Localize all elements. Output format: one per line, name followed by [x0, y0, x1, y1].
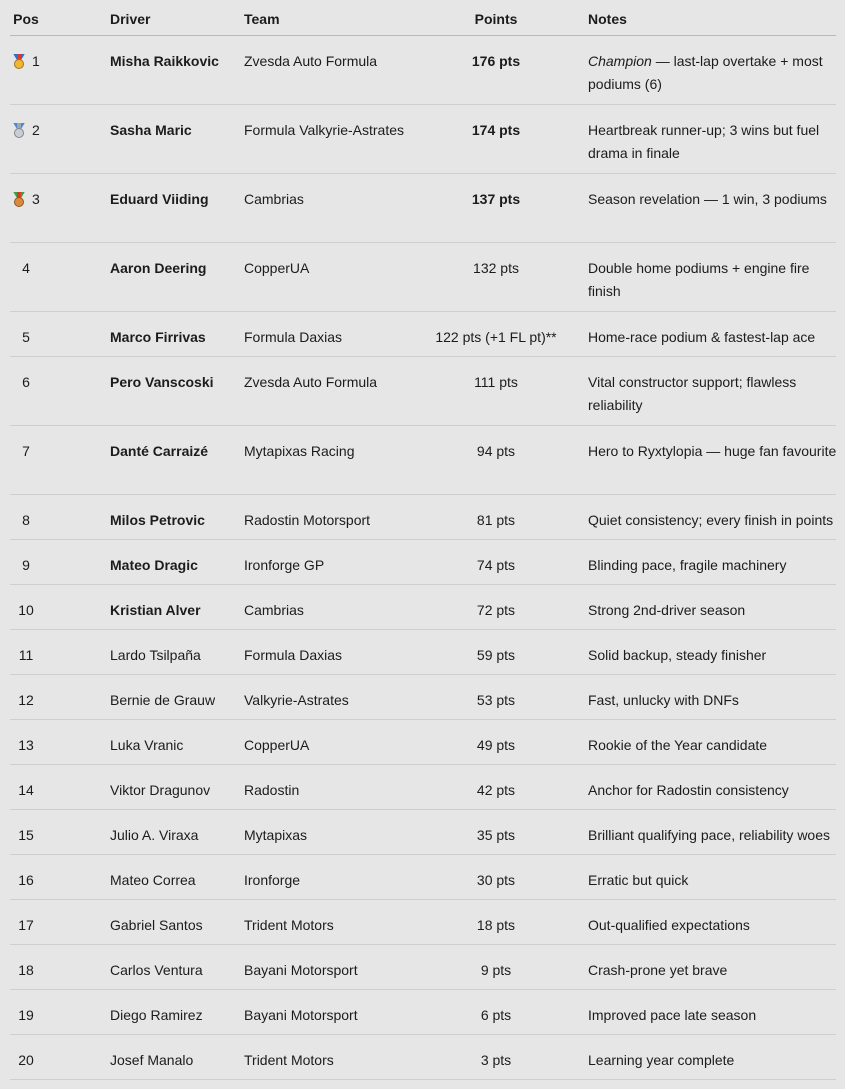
- notes-text: Heartbreak runner-up; 3 wins but fuel drama in finale: [588, 122, 820, 161]
- driver-name: Diego Ramirez: [110, 1007, 203, 1023]
- driver-name: Julio A. Viraxa: [110, 827, 199, 843]
- pos-number: 3: [32, 191, 40, 207]
- notes-text: Vital constructor support; flawless reliability: [588, 374, 797, 413]
- team-name: Ironforge GP: [244, 557, 325, 573]
- notes-text: Blinding pace, fragile machinery: [588, 557, 787, 573]
- points-value: 59 pts: [476, 647, 516, 663]
- table-row: [10, 720, 836, 765]
- pos-cell: 7: [22, 443, 30, 459]
- table-row: [10, 675, 836, 720]
- notes-text: Anchor for Radostin consistency: [588, 782, 789, 798]
- driver-name: Aaron Deering: [110, 260, 207, 276]
- notes-text: Solid backup, steady finisher: [588, 647, 767, 663]
- pos-cell: 5: [22, 329, 30, 345]
- driver-name: Bernie de Grauw: [110, 692, 216, 708]
- notes-text: Hero to Ryxtylopia — huge fan favourite: [588, 443, 837, 459]
- driver-name: Eduard Viiding: [110, 191, 209, 207]
- pos-cell: [10, 119, 57, 142]
- pos-cell: 8: [22, 512, 30, 528]
- bronze-medal-icon: [12, 192, 26, 208]
- team-name: Zvesda Auto Formula: [244, 53, 378, 69]
- points-value: 174 pts: [471, 122, 521, 138]
- points-value: 42 pts: [476, 782, 516, 798]
- table-row: [10, 810, 836, 855]
- points-value: 94 pts: [476, 443, 516, 459]
- pos-cell: 11: [18, 647, 34, 663]
- table-body: [10, 36, 836, 1080]
- team-name: Mytapixas Racing: [244, 443, 355, 459]
- pos-cell: 13: [18, 737, 34, 753]
- team-name: Zvesda Auto Formula: [244, 374, 378, 390]
- team-name: Mytapixas: [244, 827, 308, 843]
- pos-cell: 18: [18, 962, 34, 978]
- notes-text: Improved pace late season: [588, 1007, 757, 1023]
- points-value: 176 pts: [471, 53, 521, 69]
- points-value: 6 pts: [480, 1007, 512, 1023]
- header-pos: Pos: [13, 11, 39, 27]
- points-value: 72 pts: [476, 602, 516, 618]
- pos-cell: [10, 50, 57, 73]
- notes-rest: — last-lap overtake + most podiums (6): [588, 53, 823, 92]
- table-row: [10, 312, 836, 357]
- pos-cell: 14: [18, 782, 34, 798]
- standings-table: [10, 0, 836, 1080]
- points-value: 35 pts: [476, 827, 516, 843]
- driver-name: Misha Raikkovic: [110, 53, 219, 69]
- points-value: 74 pts: [476, 557, 516, 573]
- gold-medal-icon: [12, 54, 26, 70]
- notes-text: Crash-prone yet brave: [588, 962, 728, 978]
- notes-emphasis: Champion: [588, 53, 652, 69]
- team-name: Bayani Motorsport: [244, 962, 358, 978]
- team-name: Radostin Motorsport: [244, 512, 371, 528]
- pos-cell: 17: [18, 917, 34, 933]
- notes-text: Double home podiums + engine fire finish: [588, 260, 810, 299]
- table-row: [10, 1035, 836, 1080]
- notes-text: Fast, unlucky with DNFs: [588, 692, 739, 708]
- table-row: [10, 540, 836, 585]
- table-row: [10, 585, 836, 630]
- team-name: Formula Daxias: [244, 329, 343, 345]
- pos-number: 1: [32, 53, 40, 69]
- team-name: Cambrias: [244, 602, 304, 618]
- notes-text: Out-qualified expectations: [588, 917, 750, 933]
- table-row: [10, 765, 836, 810]
- driver-name: Viktor Dragunov: [110, 782, 211, 798]
- points-value: 9 pts: [480, 962, 512, 978]
- notes-text: Rookie of the Year candidate: [588, 737, 768, 753]
- points-value: 122 pts (+1 FL pt)**: [435, 329, 557, 345]
- team-name: CopperUA: [244, 737, 310, 753]
- pos-number: 2: [32, 122, 40, 138]
- points-value: 111 pts: [474, 374, 518, 390]
- table-row: [10, 36, 836, 105]
- table-row: [10, 243, 836, 312]
- pos-cell: 15: [18, 827, 34, 843]
- table-row: [10, 900, 836, 945]
- pos-cell: 20: [18, 1052, 34, 1068]
- header-notes: Notes: [588, 11, 627, 27]
- points-value: 137 pts: [471, 191, 521, 207]
- table-row: [10, 855, 836, 900]
- driver-name: Gabriel Santos: [110, 917, 203, 933]
- driver-name: Luka Vranic: [110, 737, 184, 753]
- points-value: 18 pts: [476, 917, 516, 933]
- driver-name: Danté Carraizé: [110, 443, 209, 459]
- points-value: 30 pts: [476, 872, 516, 888]
- notes-text: Strong 2nd-driver season: [588, 602, 746, 618]
- driver-name: Josef Manalo: [110, 1052, 194, 1068]
- header-driver: Driver: [110, 11, 151, 27]
- table-row: [10, 105, 836, 174]
- points-value: 3 pts: [480, 1052, 512, 1068]
- team-name: Valkyrie-Astrates: [244, 692, 349, 708]
- pos-cell: 12: [18, 692, 34, 708]
- notes-text: [588, 50, 838, 96]
- points-value: 81 pts: [476, 512, 516, 528]
- notes-text: Quiet consistency; every finish in points: [588, 512, 834, 528]
- driver-name: Pero Vanscoski: [110, 374, 214, 390]
- notes-text: Brilliant qualifying pace, reliability woes: [588, 827, 831, 843]
- driver-name: Carlos Ventura: [110, 962, 203, 978]
- driver-name: Sasha Maric: [110, 122, 192, 138]
- team-name: Formula Valkyrie-Astrates: [244, 122, 405, 138]
- header-team: Team: [244, 11, 280, 27]
- driver-name: Kristian Alver: [110, 602, 201, 618]
- table-row: [10, 174, 836, 243]
- driver-name: Mateo Dragic: [110, 557, 198, 573]
- pos-cell: 4: [22, 260, 30, 276]
- points-value: 53 pts: [476, 692, 516, 708]
- pos-cell: [10, 188, 57, 211]
- team-name: Bayani Motorsport: [244, 1007, 358, 1023]
- silver-medal-icon: [12, 123, 26, 139]
- team-name: CopperUA: [244, 260, 310, 276]
- table-row: [10, 990, 836, 1035]
- pos-cell: 16: [18, 872, 34, 888]
- header-points: Points: [474, 11, 518, 27]
- pos-cell: 10: [18, 602, 34, 618]
- driver-name: Lardo Tsilpaña: [110, 647, 201, 663]
- team-name: Ironforge: [244, 872, 301, 888]
- points-value: 49 pts: [476, 737, 516, 753]
- team-name: Radostin: [244, 782, 300, 798]
- driver-name: Marco Firrivas: [110, 329, 206, 345]
- pos-cell: 6: [22, 374, 30, 390]
- team-name: Formula Daxias: [244, 647, 343, 663]
- table-row: [10, 630, 836, 675]
- table-row: [10, 426, 836, 495]
- team-name: Trident Motors: [244, 917, 334, 933]
- notes-text: Home-race podium & fastest-lap ace: [588, 329, 816, 345]
- driver-name: Milos Petrovic: [110, 512, 205, 528]
- driver-name: Mateo Correa: [110, 872, 196, 888]
- notes-text: Erratic but quick: [588, 872, 689, 888]
- table-row: [10, 357, 836, 426]
- team-name: Trident Motors: [244, 1052, 334, 1068]
- team-name: Cambrias: [244, 191, 304, 207]
- table-row: [10, 945, 836, 990]
- points-value: 132 pts: [473, 260, 519, 276]
- table-header-row: [10, 0, 836, 36]
- notes-text: Season revelation — 1 win, 3 podiums: [588, 191, 827, 207]
- table-row: [10, 495, 836, 540]
- notes-text: Learning year complete: [588, 1052, 735, 1068]
- pos-cell: 19: [18, 1007, 34, 1023]
- pos-cell: 9: [22, 557, 30, 573]
